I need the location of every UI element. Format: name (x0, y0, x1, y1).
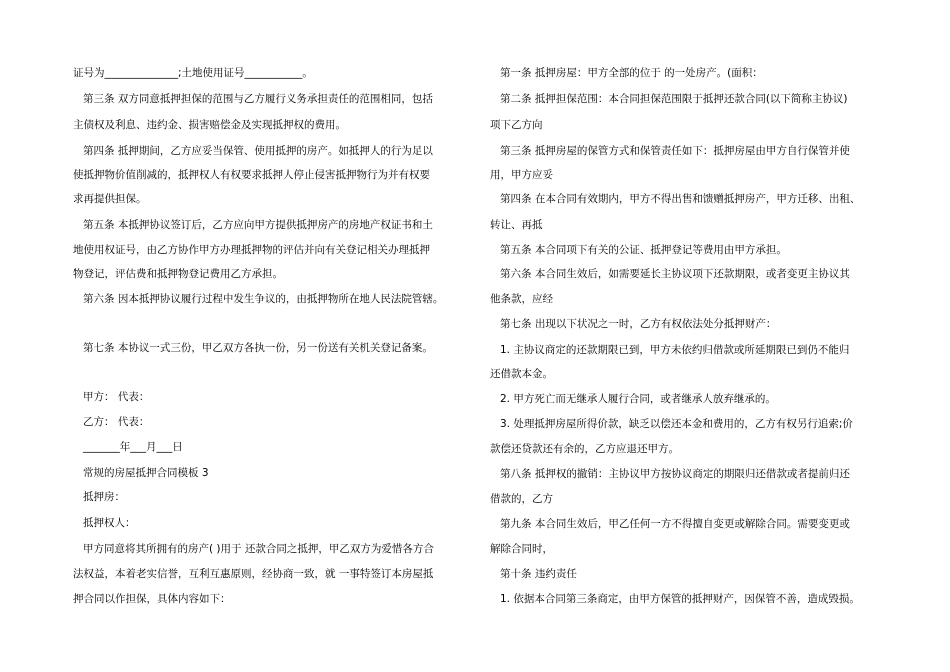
text-line: 第三条 双方同意抵押担保的范围与乙方履行义务承担责任的范围相同，包括 (83, 93, 433, 105)
text-line: 第一条 抵押房屋：甲方全部的位于 的一处房产。(面积： (500, 67, 763, 79)
text-line: 第五条 本合同项下有关的公证、抵押登记等费用由甲方承担。 (500, 244, 787, 256)
text-line: 第六条 因本抵押协议履行过程中发生争议的，由抵押物所在地人民法院管辖。 (83, 293, 444, 305)
text-line: 主债权及利息、违约金、损害赔偿金及实现抵押权的费用。 (73, 119, 346, 131)
text-line: 抵押权人： (83, 517, 136, 529)
text-line: 乙方： 代表： (83, 416, 150, 428)
text-line: 第六条 本合同生效后，如需要延长主协议项下还款期限，或者变更主协议其 (500, 268, 850, 280)
text-line: 第五条 本抵押协议签订后，乙方应向甲方提供抵押房产的房地产权证书和土 (83, 219, 433, 231)
text-line: 第九条 本合同生效后，甲乙任何一方不得擅自变更或解除合同。需要变更或 (500, 518, 850, 530)
text-line: 抵押房： (83, 491, 125, 503)
text-line: 第七条 本协议一式三份，甲乙双方各执一份，另一份送有关机关登记备案。 (83, 342, 433, 354)
text-line: 还借款本金。 (490, 368, 553, 380)
text-line: 证号为______________;土地使用证号___________。 (73, 67, 313, 79)
text-line: 第三条 抵押房屋的保管方式和保管责任如下：抵押房屋由甲方自行保管并使 (500, 145, 850, 157)
text-line: 3. 处理抵押房屋所得价款，缺乏以偿还本金和费用的，乙方有权另行追索;价 (500, 418, 853, 430)
text-line: 2. 甲方死亡而无继承人履行合同，或者继承人放弃继承的。 (500, 393, 776, 405)
text-line: 第四条 在本合同有效期内，甲方不得出售和馈赠抵押房产，甲方迁移、出租、 (500, 193, 861, 205)
text-line: 借款的，乙方 (490, 493, 553, 505)
text-line: 第八条 抵押权的撤销：主协议甲方按协议商定的期限归还借款或者提前归还 (500, 468, 850, 480)
text-line: 使抵押物价值削减的，抵押权人有权要求抵押人停止侵害抵押物行为并有权要 (73, 169, 430, 181)
text-line: 第七条 出现以下状况之一时，乙方有权依法处分抵押财产： (500, 318, 777, 330)
text-line: 第十条 违约责任 (500, 568, 577, 580)
text-line: 甲方： 代表： (83, 391, 150, 403)
text-line: 第二条 抵押担保范围：本合同担保范围限于抵押还款合同(以下简称主协议) (500, 93, 848, 105)
text-line: 法权益，本着老实信誉，互利互惠原则，经协商一致，就 一事特签订本房屋抵 (73, 568, 434, 580)
text-line: 转让、再抵 (490, 219, 543, 231)
text-line: 求再提供担保。 (73, 193, 147, 205)
text-line: 押合同以作担保，具体内容如下： (73, 593, 231, 605)
text-line: 他条款，应经 (490, 293, 553, 305)
text-line: _______年___月___日 (83, 441, 183, 453)
text-line: 项下乙方向 (490, 119, 543, 131)
text-line: 1. 依据本合同第三条商定，由甲方保管的抵押财产，因保管不善，造成毁损。 (500, 593, 860, 605)
text-line: 解除合同时， (490, 543, 553, 555)
text-line: 用，甲方应妥 (490, 169, 553, 181)
text-line: 甲方同意将其所拥有的房产( )用于 还款合同之抵押，甲乙双方为爱惜各方合 (83, 543, 434, 555)
text-line: 常规的房屋抵押合同模板 3 (83, 467, 209, 479)
text-line: 款偿还贷款还有余的，乙方应退还甲方。 (490, 443, 679, 455)
text-line: 第四条 抵押期间，乙方应妥当保管、使用抵押的房产。如抵押人的行为足以 (83, 145, 433, 157)
text-line: 物登记，评估费和抵押物登记费用乙方承担。 (73, 268, 283, 280)
text-line: 地使用权证号，由乙方协作甲方办理抵押物的评估并向有关登记相关办理抵押 (73, 244, 430, 256)
text-line: 1. 主协议商定的还款期限已到，甲方未依约归借款或所延期限已到仍不能归 (500, 344, 850, 356)
